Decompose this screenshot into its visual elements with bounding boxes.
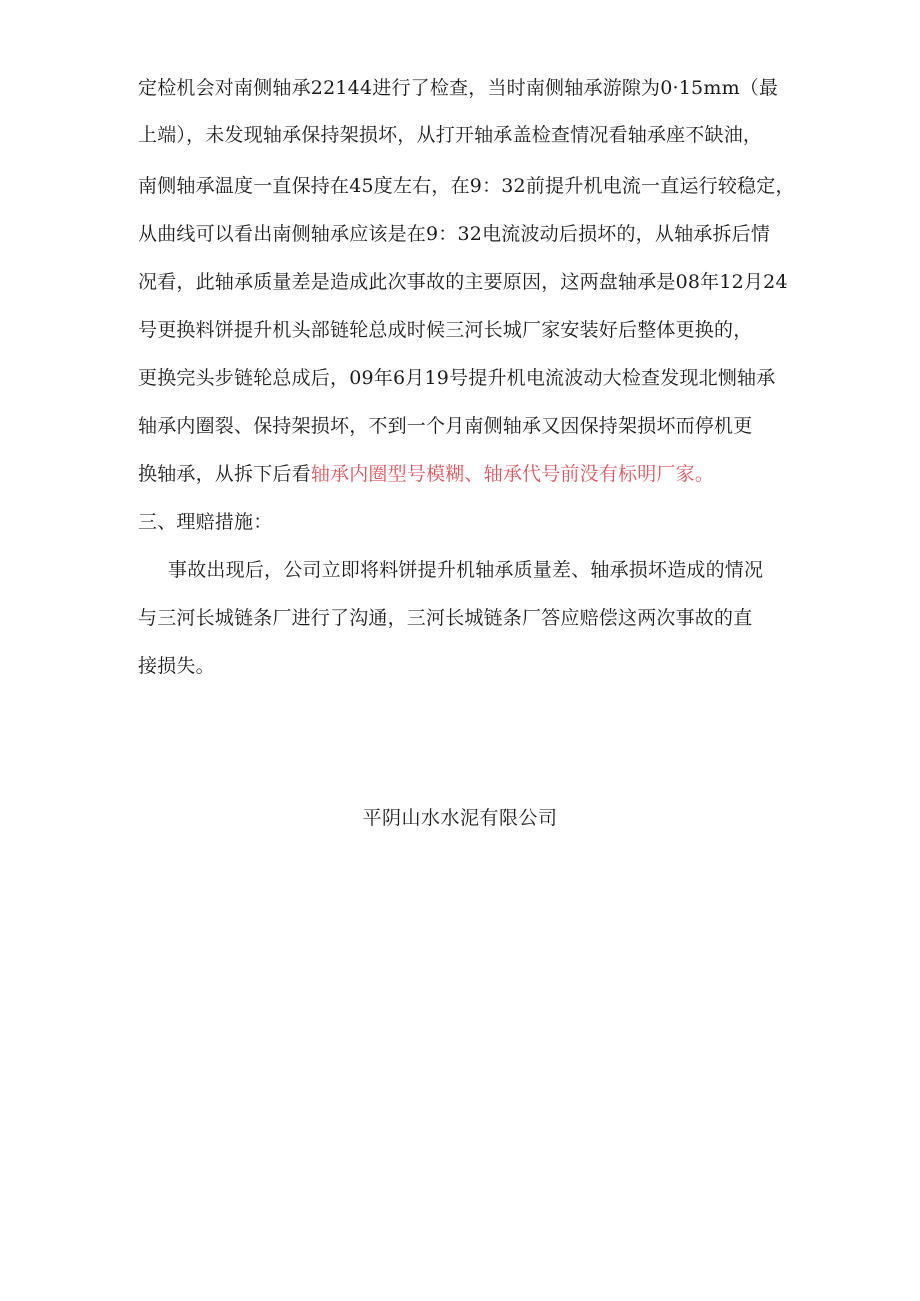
body-text-line: 定检机会对南侧轴承22144进行了检查，当时南侧轴承游隙为0·15mm（最 xyxy=(138,77,779,99)
body-text-line: 南侧轴承温度一直保持在45度左右，在9：32前提升机电流一直运行较稳定， xyxy=(138,175,795,197)
section-heading: 三、理赔措施： xyxy=(138,511,273,533)
company-signature: 平阴山水水泥有限公司 xyxy=(362,807,558,829)
body-text-line: 况看，此轴承质量差是造成此次事故的主要原因，这两盘轴承是08年12月24 xyxy=(138,271,788,293)
highlighted-text: 轴承内圈型号模糊、轴承代号前没有标明厂家。 xyxy=(310,463,715,485)
body-text-line: 接损失。 xyxy=(138,655,215,677)
body-text-line: 事故出现后，公司立即将料饼提升机轴承质量差、轴承损坏造成的情况 xyxy=(168,559,764,581)
body-text-line: 轴承内圈裂、保持架损坏，不到一个月南侧轴承又因保持架损坏而停机更 xyxy=(138,415,753,437)
body-text-plain: 换轴承，从拆下后看 xyxy=(138,463,311,485)
body-text-line-mixed xyxy=(138,462,714,486)
body-text-line: 号更换料饼提升机头部链轮总成时候三河长城厂家安装好后整体更换的， xyxy=(138,319,753,341)
body-text-line: 更换完头步链轮总成后，09年6月19号提升机电流波动大检查发现北恻轴承 xyxy=(138,367,776,389)
body-text-line: 从曲线可以看出南侧轴承应该是在9：32电流波动后损坏的，从轴承拆后情 xyxy=(138,223,771,245)
body-text-line: 上端），未发现轴承保持架损坏，从打开轴承盖检查情况看轴承座不缺油， xyxy=(138,124,763,146)
body-text-line: 与三河长城链条厂进行了沟通，三河长城链条厂答应赔偿这两次事故的直 xyxy=(138,607,753,629)
